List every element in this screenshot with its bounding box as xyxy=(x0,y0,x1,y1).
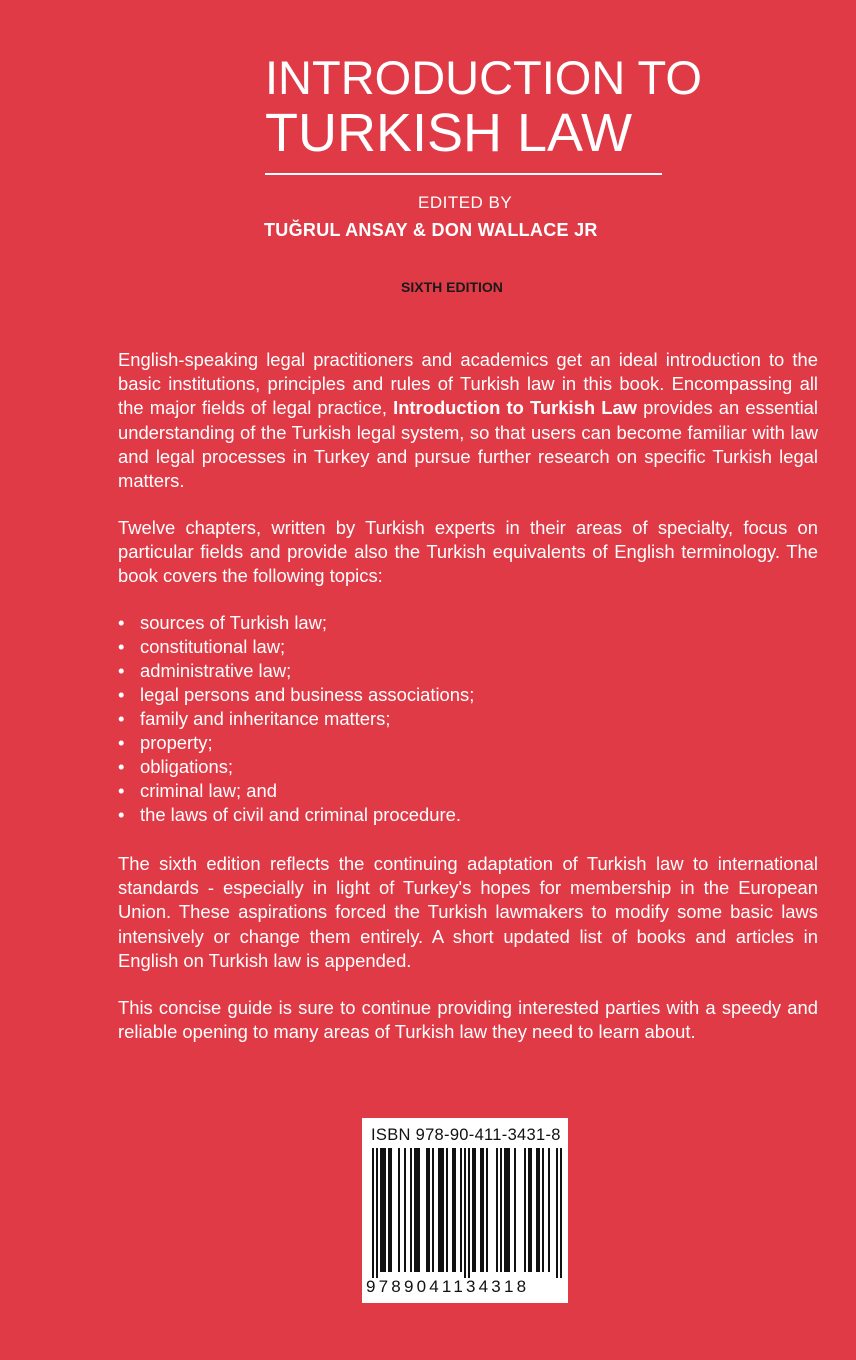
topic-text: sources of Turkish law; xyxy=(140,612,328,633)
barcode-bars xyxy=(362,1148,568,1278)
barcode-bar xyxy=(472,1148,476,1272)
barcode-bar xyxy=(432,1148,434,1272)
description-paragraph-4: This concise guide is sure to continue providing interested parties with a speedy and reliable opening to many areas of Turkish law they need to learn about. xyxy=(118,997,818,1043)
title-line-2: TURKISH LAW xyxy=(265,103,633,163)
barcode-bar xyxy=(398,1148,400,1272)
isbn-barcode xyxy=(362,1118,568,1303)
topic-text: administrative law; xyxy=(140,660,292,681)
bullet-icon: • xyxy=(118,804,125,825)
topic-text: family and inheritance matters; xyxy=(140,708,391,729)
barcode-bar xyxy=(524,1148,526,1272)
editors-names: TUĞRUL ANSAY & DON WALLACE JR xyxy=(264,220,598,240)
topics-list xyxy=(118,611,474,827)
barcode-bar xyxy=(460,1148,462,1272)
paragraph-1-text-start: English-speaking legal practitioners and academics get an ideal introduction to the basic institutions, principles and rules of Turkish law in this book. Encompassing all the major fields of legal practice, xyxy=(118,349,818,419)
bullet-icon: • xyxy=(118,684,125,705)
topic-text: legal persons and business associations; xyxy=(140,684,475,705)
barcode-bar xyxy=(542,1148,544,1272)
paragraph-1-book-title: Introduction to Turkish Law xyxy=(393,397,637,419)
bullet-icon: • xyxy=(118,660,125,681)
paragraph-1-text-end: provides an essential understanding of the Turkish legal system, so that users can become familiar with law and legal processes in Turkey and pursue further research on specific Turkish legal matters. xyxy=(118,397,818,492)
barcode-bar xyxy=(500,1148,502,1272)
topic-text: property; xyxy=(140,732,213,753)
barcode-bar xyxy=(388,1148,392,1272)
barcode-bar xyxy=(372,1148,374,1278)
barcode-bar xyxy=(548,1148,550,1272)
barcode-bar xyxy=(380,1148,386,1272)
barcode-bar xyxy=(464,1148,466,1278)
list-item xyxy=(118,611,474,635)
topic-text: constitutional law; xyxy=(140,636,286,657)
barcode-bar xyxy=(480,1148,484,1272)
barcode-bar xyxy=(468,1148,470,1278)
bullet-icon: • xyxy=(118,732,125,753)
description-paragraph-2: Twelve chapters, written by Turkish experts in their areas of specialty, focus on particular fields and provide also the Turkish equivalents of English terminology. The book covers the following topics: xyxy=(118,517,818,587)
list-item xyxy=(118,779,474,803)
topic-text: criminal law; and xyxy=(140,780,277,801)
list-item xyxy=(118,731,474,755)
list-item xyxy=(118,683,474,707)
barcode-bar xyxy=(426,1148,430,1272)
barcode-bar xyxy=(560,1148,562,1278)
bullet-icon: • xyxy=(118,708,125,729)
barcode-bar xyxy=(496,1148,498,1272)
edited-by-label: EDITED BY xyxy=(418,193,513,212)
barcode-bar xyxy=(414,1148,420,1272)
description-paragraph-1 xyxy=(118,348,818,493)
bullet-icon: • xyxy=(118,780,125,801)
bullet-icon: • xyxy=(118,636,125,657)
list-item xyxy=(118,755,474,779)
barcode-bar xyxy=(410,1148,412,1272)
bullet-icon: • xyxy=(118,612,125,633)
list-item xyxy=(118,803,474,827)
barcode-bar xyxy=(376,1148,378,1278)
description-paragraph-3: The sixth edition reflects the continuing adaptation of Turkish law to international standards - especially in light of Turkey's hopes for membership in the European Union. These aspirations forced the Turkish lawmakers to modify some basic laws intensively or change them entirely. A short updated list of books and articles in English on Turkish law is appended. xyxy=(118,853,818,971)
barcode-bar xyxy=(536,1148,540,1272)
list-item xyxy=(118,635,474,659)
isbn-digits: 9789041134318 xyxy=(366,1277,530,1296)
title-line-1: INTRODUCTION TO xyxy=(265,51,702,104)
edition-label: SIXTH EDITION xyxy=(401,279,503,295)
list-item xyxy=(118,659,474,683)
barcode-bar xyxy=(452,1148,456,1272)
barcode-bar xyxy=(514,1148,516,1272)
title-divider xyxy=(265,173,662,175)
barcode-bar xyxy=(404,1148,406,1272)
bullet-icon: • xyxy=(118,756,125,777)
barcode-bar xyxy=(438,1148,444,1272)
barcode-bar xyxy=(528,1148,532,1272)
topic-text: the laws of civil and criminal procedure. xyxy=(140,804,461,825)
isbn-label: ISBN 978-90-411-3431-8 xyxy=(371,1126,561,1144)
topic-text: obligations; xyxy=(140,756,234,777)
barcode-bar xyxy=(556,1148,558,1278)
barcode-bar xyxy=(486,1148,488,1272)
barcode-bar xyxy=(504,1148,510,1272)
book-title xyxy=(265,51,702,163)
list-item xyxy=(118,707,474,731)
barcode-bar xyxy=(446,1148,448,1272)
